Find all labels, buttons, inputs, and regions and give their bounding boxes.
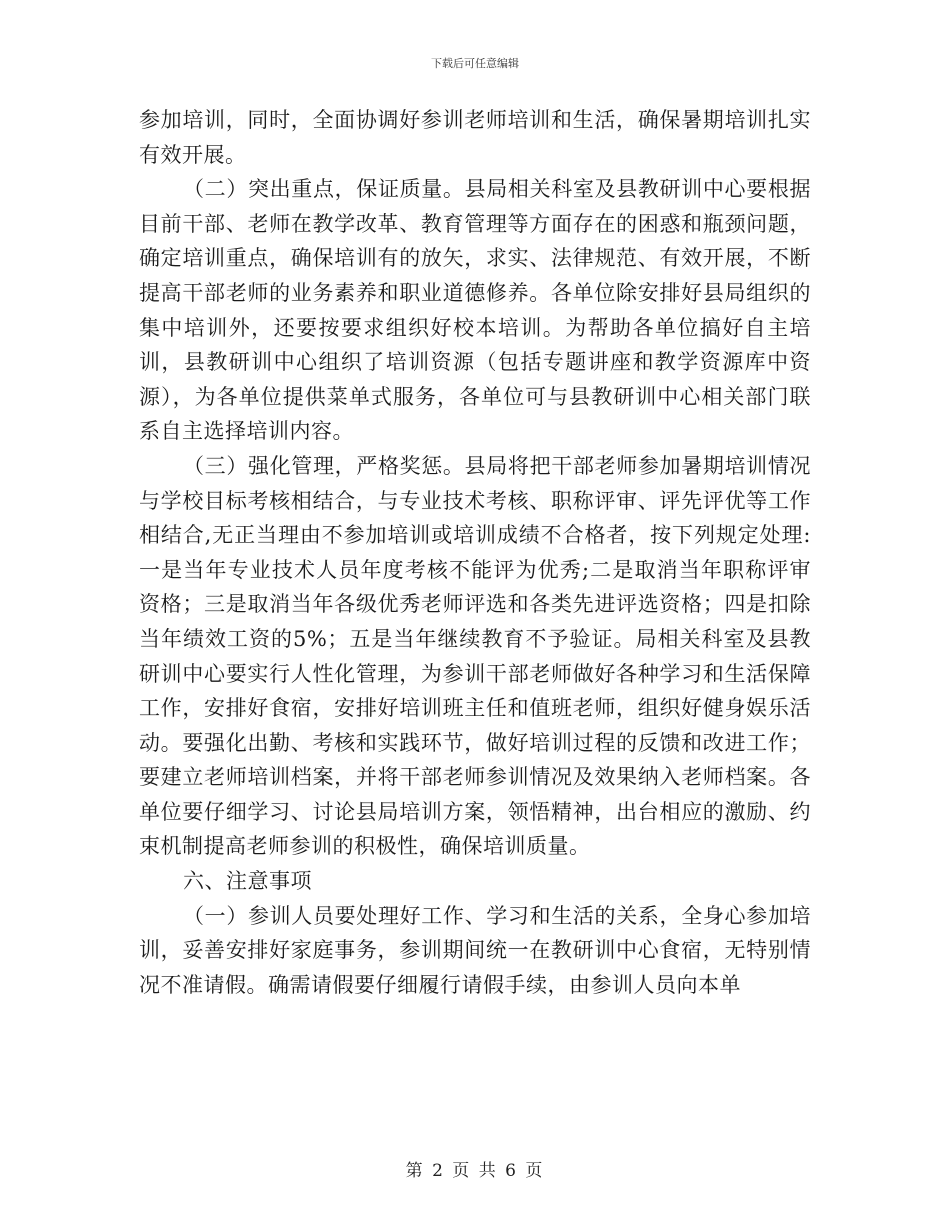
- paragraph-notes-1: （一）参训人员要处理好工作、学习和生活的关系，全身心参加培训，妥善安排好家庭事务，参训期间统一在教研训中心食宿，无特别情况不准请假。确需请假要仔细履行请假手续，由参训人员向本单: [139, 903, 811, 997]
- section-heading-notes: 六、注意事项: [183, 869, 312, 894]
- paragraph-quality: （二）突出重点，保证质量。县局相关科室及县教研训中心要根据目前干部、老师在教学改革、教育管理等方面存在的困惑和瓶颈问题，确定培训重点，确保培训有的放矢，求实、法律规范、有效开展，不断提高干部老师的业务素养和职业道德修养。各单位除安排好县局组织的集中培训外，还要按要求组织好校本培训。为帮助各单位搞好自主培训，县教研训中心组织了培训资源（包括专题讲座和教学资源库中资源），为各单位提供菜单式服务，各单位可与县教研训中心相关部门联系自主选择培训内容。: [139, 177, 811, 444]
- page-header: 下载后可任意编辑: [431, 57, 519, 70]
- document-body: [139, 103, 811, 1002]
- page-number-footer: 第 2 页 共 6 页: [405, 1161, 545, 1181]
- paragraph-continuation: 参加培训，同时，全面协调好参训老师培训和生活，确保暑期培训扎实有效开展。: [139, 108, 811, 167]
- paragraph-management: （三）强化管理，严格奖惩。县局将把干部老师参加暑期培训情况与学校目标考核相结合，与专业技术考核、职称评审、评先评优等工作相结合,无正当理由不参加培训或培训成绩不合格者，按下列规定处理:一是当年专业技术人员年度考核不能评为优秀;二是取消当年职称评审资格；三是取消当年各级优秀老师评选和各类先进评选资格；四是扣除当年绩效工资的5%；五是当年继续教育不予验证。局相关科室及县教研训中心要实行人性化管理，为参训干部老师做好各种学习和生活保障工作，安排好食宿，安排好培训班主任和值班老师，组织好健身娱乐活动。要强化出勤、考核和实践环节，做好培训过程的反馈和改进工作；要建立老师培训档案，并将干部老师参训情况及效果纳入老师档案。各单位要仔细学习、讨论县局培训方案，领悟精神，出台相应的激励、约束机制提高老师参训的积极性，确保培训质量。: [139, 453, 811, 859]
